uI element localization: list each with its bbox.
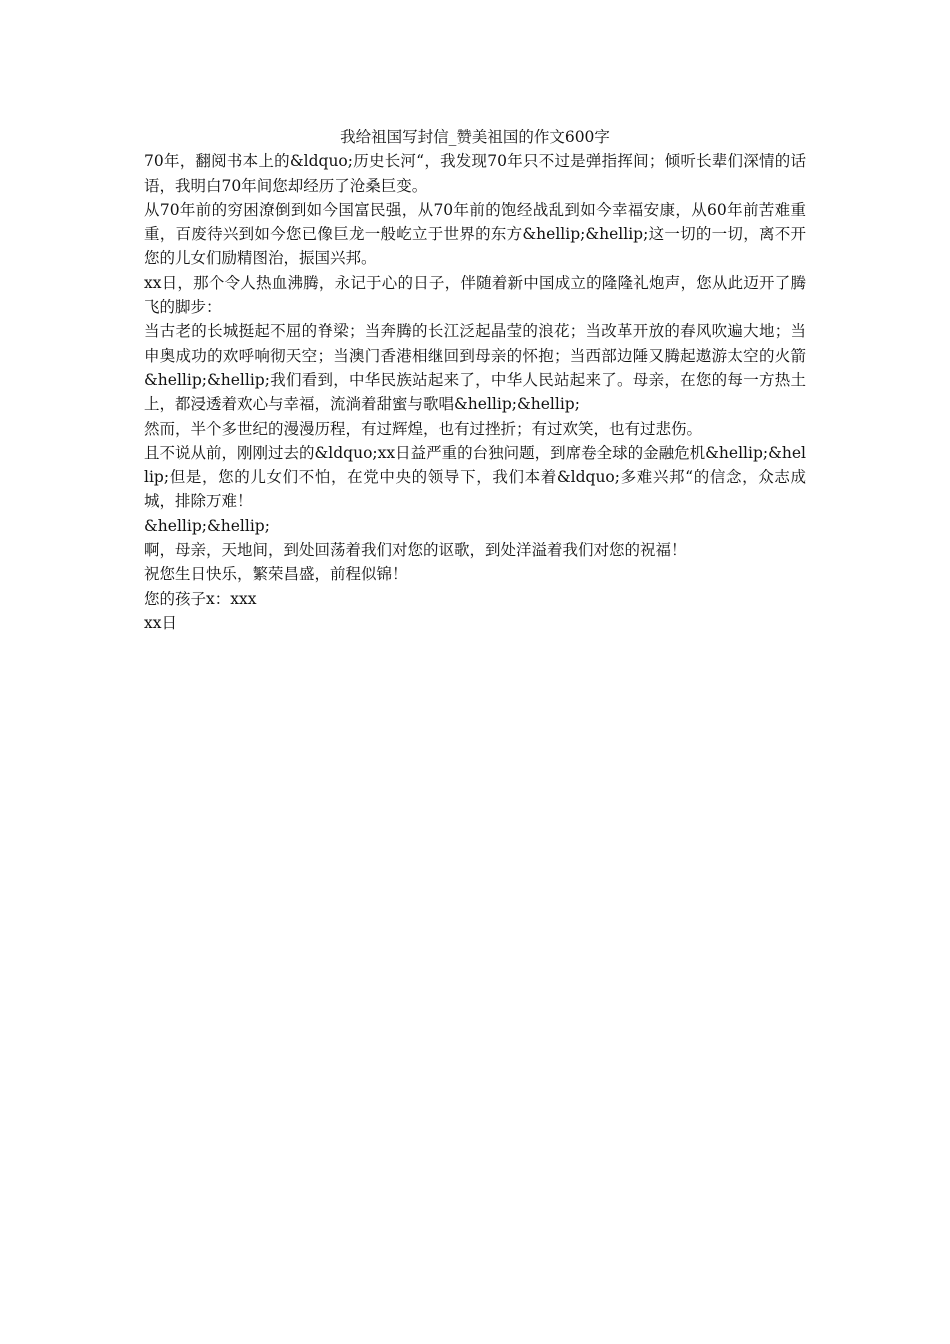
document-body bbox=[144, 125, 806, 635]
paragraph-7: &hellip;&hellip; bbox=[144, 516, 270, 535]
paragraph-8: 啊，母亲，天地间，到处回荡着我们对您的讴歌，到处洋溢着我们对您的祝福！ bbox=[144, 541, 687, 560]
date-line: xx日 bbox=[144, 613, 177, 632]
signature-line: 您的孩子x：xxx bbox=[144, 589, 257, 608]
paragraph-5: 然而，半个多世纪的漫漫历程，有过辉煌，也有过挫折；有过欢笑，也有过悲伤。 bbox=[144, 419, 703, 438]
document-title: 我给祖国写封信_赞美祖国的作文600字 bbox=[340, 128, 610, 146]
paragraph-1: 70年，翻阅书本上的&ldquo;历史长河“，我发现70年只不过是弹指挥间；倾听长辈们深情的话语，我明白70年间您却经历了沧桑巨变。 bbox=[144, 152, 806, 195]
paragraph-4: 当古老的长城挺起不屈的脊梁；当奔腾的长江泛起晶莹的浪花；当改革开放的春风吹遍大地；当申奥成功的欢呼响彻天空；当澳门香港相继回到母亲的怀抱；当西部边陲又腾起遨游太空的火箭&hellip;&hellip;我们看到，中华民族站起来了，中华人民站起来了。母亲，在您的每一方热土上，都浸透着欢心与幸福，流淌着甜蜜与歌唱&hellip;&hellip; bbox=[144, 322, 806, 414]
paragraph-2: 从70年前的穷困潦倒到如今国富民强，从70年前的饱经战乱到如今幸福安康，从60年前苦难重重，百废待兴到如今您已像巨龙一般屹立于世界的东方&hellip;&hellip;这一切的一切，离不开您的儿女们励精图治，振国兴邦。 bbox=[144, 200, 806, 268]
paragraph-6: 且不说从前，刚刚过去的&ldquo;xx日益严重的台独问题，到席卷全球的金融危机&hellip;&hellip;但是，您的儿女们不怕，在党中央的领导下，我们本着&ldquo;多难兴邦“的信念，众志成城，排除万难！ bbox=[144, 443, 806, 511]
paragraph-3: xx日，那个令人热血沸腾，永记于心的日子，伴随着新中国成立的隆隆礼炮声，您从此迈开了腾飞的脚步： bbox=[144, 273, 806, 317]
paragraph-9: 祝您生日快乐，繁荣昌盛，前程似锦！ bbox=[144, 565, 408, 584]
